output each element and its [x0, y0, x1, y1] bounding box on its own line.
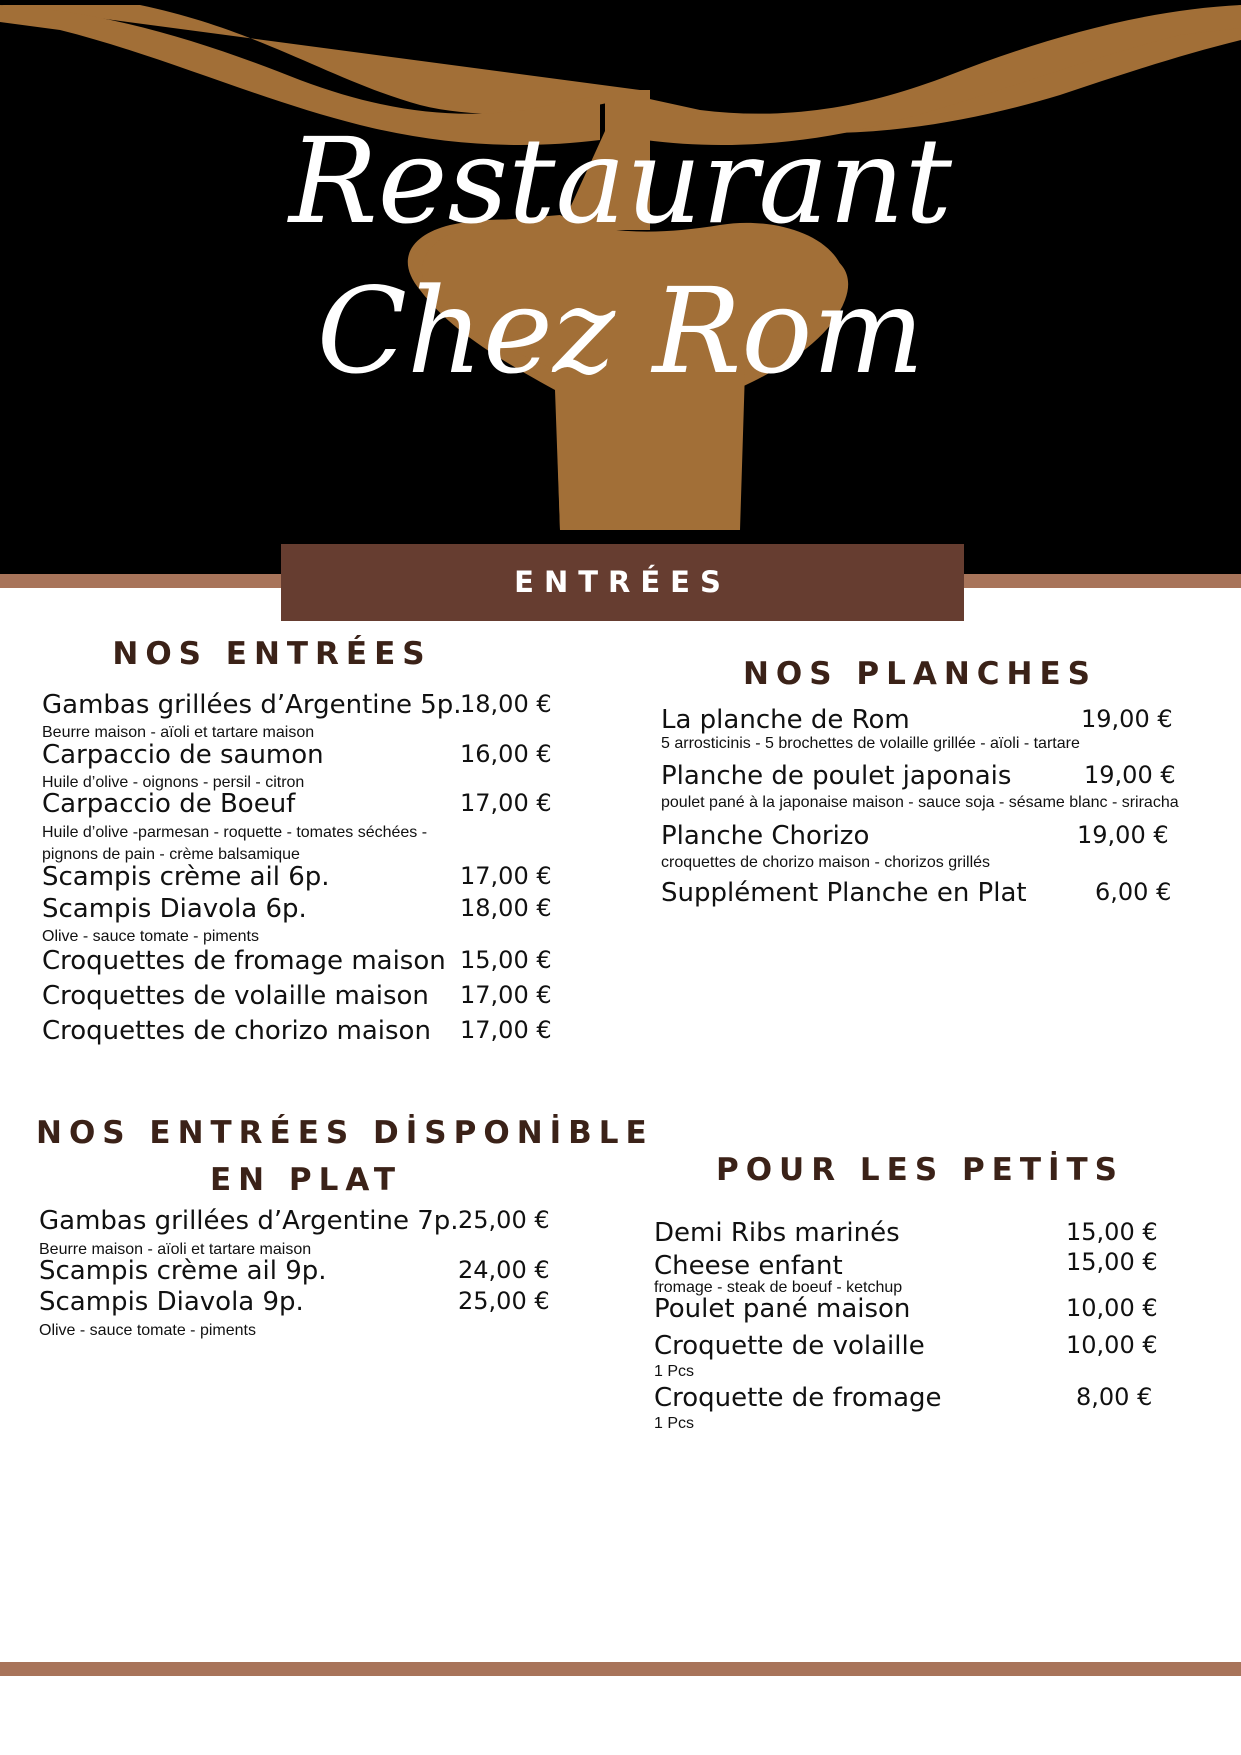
item-description: fromage - steak de boeuf - ketchup	[654, 1279, 903, 1296]
item-name: Carpaccio de Boeuf	[42, 789, 296, 819]
restaurant-title-line2: Chez Rom	[316, 262, 925, 400]
item-description: Huile d’olive -parmesan - roquette - tomates séchées -	[42, 824, 428, 841]
item-name: Carpaccio de saumon	[42, 740, 324, 770]
item-price: 25,00 €	[458, 1206, 550, 1234]
item-price: 16,00 €	[460, 740, 552, 768]
item-description-line2: pignons de pain - crème balsamique	[42, 846, 300, 863]
item-description: Olive - sauce tomate - piments	[39, 1322, 256, 1339]
item-description: 5 arrosticinis - 5 brochettes de volaille grillée - aïoli - tartare	[661, 735, 1080, 752]
item-price: 17,00 €	[460, 862, 552, 890]
item-description: Beurre maison - aïoli et tartare maison	[39, 1241, 312, 1258]
heading-entrees-en-plat: NOS ENTRÉES DİSPONİBLE	[36, 1115, 654, 1151]
item-name: Gambas grillées d’Argentine 5p.	[42, 690, 462, 720]
item-name: Scampis Diavola 9p.	[39, 1287, 304, 1317]
item-name: Demi Ribs marinés	[654, 1218, 900, 1248]
item-price: 19,00 €	[1084, 761, 1176, 789]
item-description: 1 Pcs	[654, 1363, 695, 1380]
item-name: Scampis crème ail 6p.	[42, 862, 330, 892]
item-price: 17,00 €	[460, 789, 552, 817]
item-name: Croquette de volaille	[654, 1331, 925, 1361]
item-price: 15,00 €	[460, 946, 552, 974]
item-price: 15,00 €	[1066, 1248, 1158, 1276]
heading-pour-les-petits: POUR LES PETİTS	[715, 1152, 1124, 1188]
item-name: Scampis crème ail 9p.	[39, 1256, 327, 1286]
item-price: 25,00 €	[458, 1287, 550, 1315]
item-name: Planche Chorizo	[661, 821, 870, 851]
item-name: Planche de poulet japonais	[661, 761, 1012, 791]
item-name: Cheese enfant	[654, 1251, 843, 1281]
header-banner	[0, 0, 1241, 577]
item-description: 1 Pcs	[654, 1415, 695, 1432]
item-name: Croquettes de volaille maison	[42, 981, 429, 1011]
item-description: poulet pané à la japonaise maison - sauce soja - sésame blanc - sriracha	[661, 794, 1179, 811]
item-name: Supplément Planche en Plat	[661, 878, 1027, 908]
item-price: 17,00 €	[460, 981, 552, 1009]
item-description: Huile d’olive - oignons - persil - citron	[42, 774, 305, 791]
footer-divider-band	[0, 1662, 1241, 1676]
item-description: Beurre maison - aïoli et tartare maison	[42, 724, 315, 741]
item-name: La planche de Rom	[661, 705, 910, 735]
item-name: Gambas grillées d’Argentine 7p.	[39, 1206, 459, 1236]
item-name: Poulet pané maison	[654, 1294, 911, 1324]
item-price: 18,00 €	[460, 690, 552, 718]
item-price: 17,00 €	[460, 1016, 552, 1044]
restaurant-title-line1: Restaurant	[288, 112, 953, 250]
item-price: 15,00 €	[1066, 1218, 1158, 1246]
item-price: 10,00 €	[1066, 1294, 1158, 1322]
item-description: croquettes de chorizo maison - chorizos grillés	[661, 854, 991, 871]
section-tab-entrees: ENTRÉES	[281, 544, 964, 621]
item-name: Scampis Diavola 6p.	[42, 894, 307, 924]
heading-nos-entrees: NOS ENTRÉES	[112, 636, 432, 672]
item-price: 19,00 €	[1081, 705, 1173, 733]
item-name: Croquettes de chorizo maison	[42, 1016, 431, 1046]
heading-nos-planches: NOS PLANCHES	[742, 656, 1098, 692]
item-description: Olive - sauce tomate - piments	[42, 928, 259, 945]
item-price: 24,00 €	[458, 1256, 550, 1284]
item-price: 10,00 €	[1066, 1331, 1158, 1359]
item-name: Croquette de fromage	[654, 1383, 942, 1413]
item-price: 8,00 €	[1076, 1383, 1153, 1411]
item-price: 18,00 €	[460, 894, 552, 922]
item-price: 19,00 €	[1077, 821, 1169, 849]
item-price: 6,00 €	[1095, 878, 1172, 906]
heading-entrees-en-plat-line2: EN PLAT	[209, 1162, 403, 1198]
item-name: Croquettes de fromage maison	[42, 946, 446, 976]
